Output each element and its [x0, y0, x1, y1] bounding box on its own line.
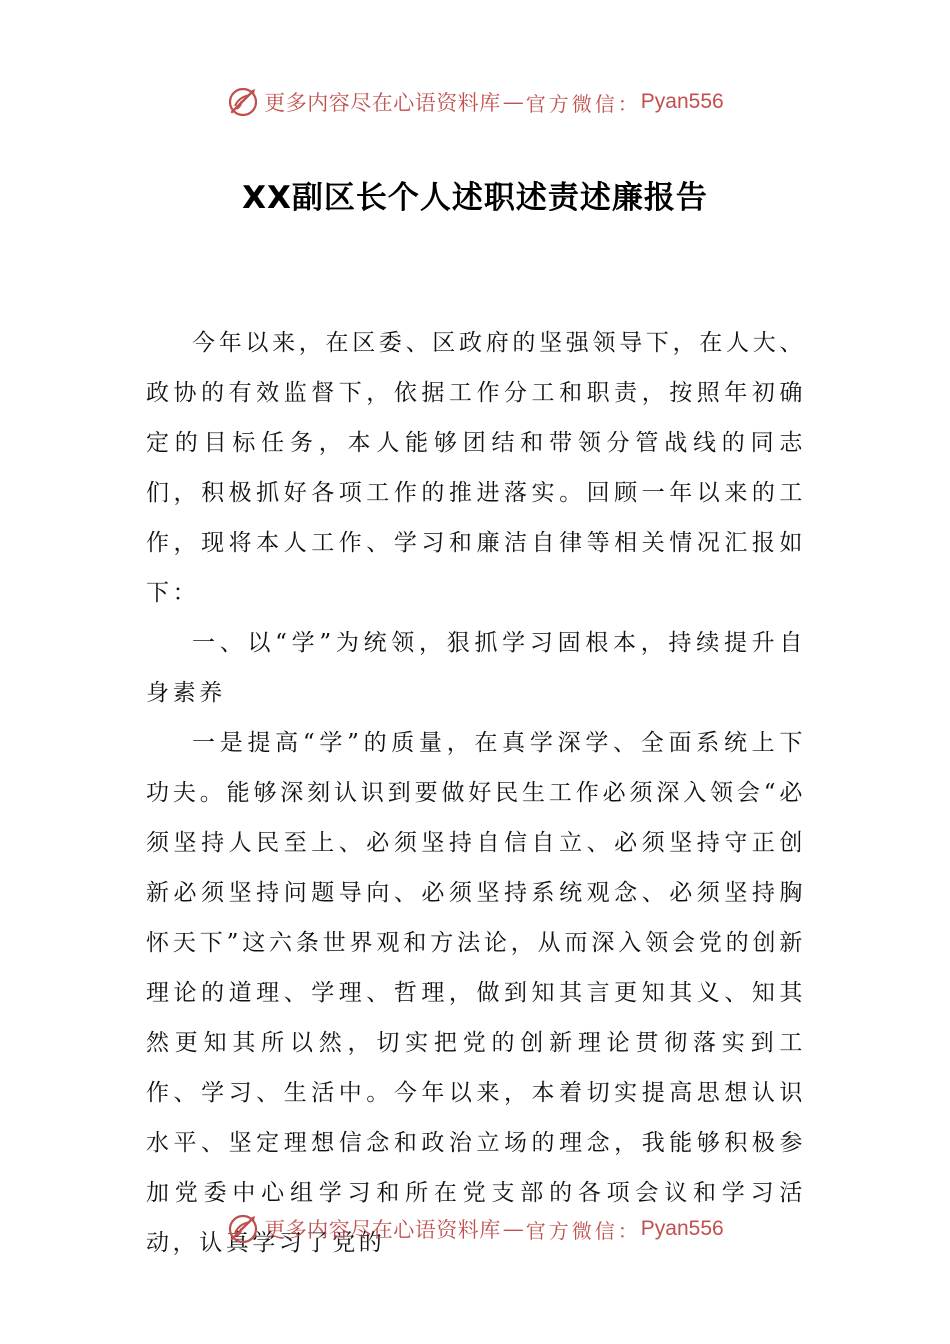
banner-separator: —: [502, 1217, 524, 1241]
section-heading-1: 一、以“学”为统领，狠抓学习固根本，持续提升自身素养: [146, 630, 806, 706]
banner-wechat-id: Pyan556: [640, 1217, 724, 1240]
header-watermark-banner: [0, 80, 950, 124]
document-body: [146, 318, 806, 1268]
banner-wechat-label: 官方微信：: [525, 91, 641, 116]
footer-watermark-banner: [0, 1207, 950, 1251]
paragraph-study-quality: 一是提高“学”的质量，在真学深学、全面系统上下功夫。能够深刻认识到要做好民生工作必须深入领会“必须坚持人民至上、必须坚持自信自立、必须坚持守正创新必须坚持问题导向、必须坚持系统观念、必须坚持胸怀天下”这六条世界观和方法论，从而深入领会党的创新理论的道理、学理、哲理，做到知其言更知其义、知其然更知其所以然，切实把党的创新理论贯彻落实到工作、学习、生活中。今年以来，本着切实提高思想认识水平、坚定理想信念和政治立场的理念，我能够积极参加党委中心组学习和所在党支部的各项会议和学习活动，认真学习了党的: [146, 730, 806, 1256]
pen-circle-icon: [226, 85, 260, 119]
banner-wechat-label: 官方微信：: [525, 1218, 641, 1243]
banner-text: 更多内容尽在心语资料库: [264, 1218, 501, 1242]
document-title: XX副区长个人述职述责述廉报告: [242, 180, 708, 216]
banner-text: 更多内容尽在心语资料库: [264, 91, 501, 115]
paragraph-intro: 今年以来，在区委、区政府的坚强领导下，在人大、政协的有效监督下，依据工作分工和职责，按照年初确定的目标任务，本人能够团结和带领分管战线的同志们，积极抓好各项工作的推进落实。回顾一年以来的工作，现将本人工作、学习和廉洁自律等相关情况汇报如下：: [146, 330, 806, 606]
banner-separator: —: [502, 90, 524, 114]
pen-circle-icon: [226, 1212, 260, 1246]
banner-wechat-id: Pyan556: [640, 90, 724, 113]
